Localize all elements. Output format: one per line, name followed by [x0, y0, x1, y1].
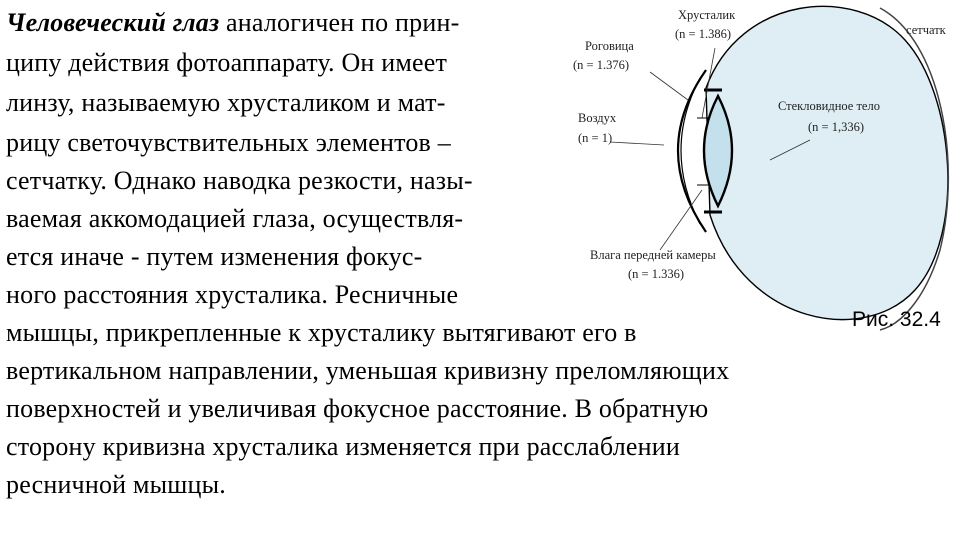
label-aqueous-index: (n = 1.336) [628, 267, 684, 281]
emphasis-term: Человеческий глаз [6, 8, 220, 37]
label-lens-index: (n = 1.386) [675, 27, 731, 41]
label-aqueous-name: Влага передней камеры [590, 248, 716, 262]
cornea-inner [681, 78, 700, 224]
paragraph-line-3: линзу, называемую хрусталиком и мат- [6, 88, 446, 117]
leader-cornea [650, 72, 688, 100]
paragraph-line-2: ципу действия фотоаппарату. Он имеет [6, 48, 448, 77]
leader-air [610, 142, 664, 145]
label-cornea-index: (n = 1.376) [573, 58, 629, 72]
label-air-name: Воздух [578, 111, 617, 125]
paragraph-line-8: ного расстояния хрусталика. Ресничные [6, 280, 459, 309]
line-1-rest: аналогичен по прин- [219, 8, 460, 37]
paragraph-line-10: вертикальном направлении, уменьшая кривизну преломляющих [6, 356, 730, 385]
paragraph-line-6: ваемая аккомодацией глаза, осуществля- [6, 204, 464, 233]
paragraph-line-12: сторону кривизна хрусталика изменяется при расслаблении [6, 432, 680, 461]
leader-aqueous [660, 190, 702, 250]
paragraph-line-5: сетчатку. Однако наводка резкости, назы- [6, 166, 473, 195]
eyeball [706, 6, 948, 319]
label-retina: сетчатк [906, 23, 946, 37]
paragraph-line-7: ется иначе - путем изменения фокус- [6, 242, 423, 271]
label-vitreous-name: Стекловидное тело [778, 99, 880, 113]
label-air-index: (n = 1) [578, 131, 613, 145]
paragraph-line-11: поверхностей и увеличивая фокусное расстояние. В обратную [6, 394, 709, 423]
figure-caption: Рис. 32.4 [852, 308, 941, 331]
label-vitreous-index: (n = 1,336) [808, 120, 864, 134]
label-cornea-name: Роговица [585, 39, 634, 53]
label-lens-name: Хрусталик [678, 8, 736, 22]
paragraph-line-1 [6, 8, 459, 38]
paragraph-line-9: мышцы, прикрепленные к хрусталику вытягивают его в [6, 318, 637, 347]
paragraph-line-4: рицу светочувствительных элементов – [6, 128, 451, 157]
paragraph-line-13: ресничной мышцы. [6, 470, 226, 499]
